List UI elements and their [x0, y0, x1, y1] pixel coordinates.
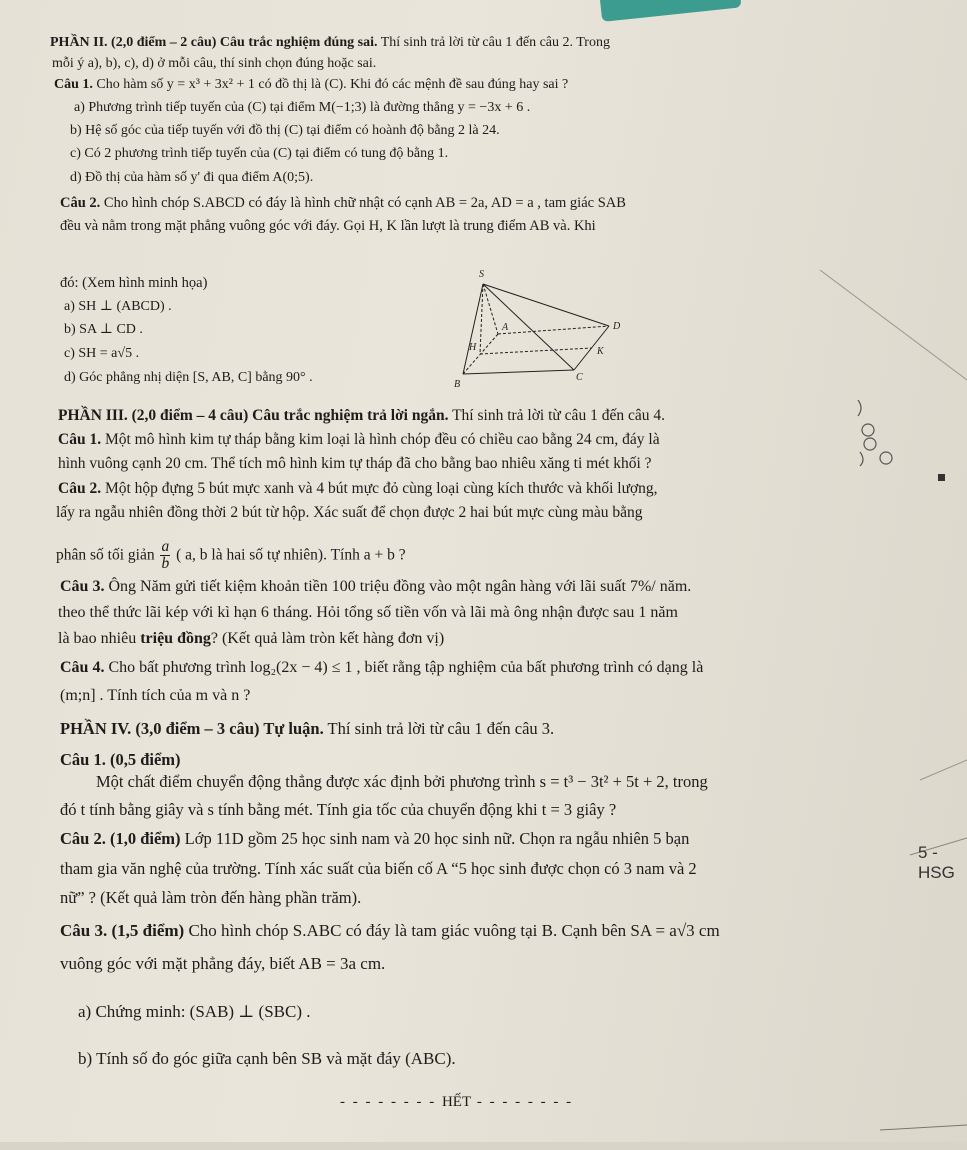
part3-q1-line2: hình vuông cạnh 20 cm. Thể tích mô hình kim tự tháp đã cho bằng bao nhiêu xăng ti mét khối ?	[58, 455, 652, 472]
figure-label-s: S	[479, 269, 484, 280]
part2-q1-d: d) Đồ thị của hàm số y' đi qua điểm A(0;5).	[70, 170, 314, 185]
part2-q2-d: d) Góc phẳng nhị diện [S, AB, C] bằng 90° .	[64, 370, 313, 385]
part2-q1: Câu 1. Cho hàm số y = x³ + 3x² + 1 có đồ thị là (C). Khi đó các mệnh đề sau đúng hay sai ?	[54, 77, 569, 92]
figure-label-a: A	[502, 322, 509, 333]
part2-q2-line2: đều và nằm trong mặt phẳng vuông góc với đáy. Gọi H, K lần lượt là trung điểm AB và. Khi	[60, 218, 596, 234]
figure-label-c: C	[576, 372, 583, 383]
pyramid-figure	[446, 266, 636, 394]
part2-q1-a: a) Phương trình tiếp tuyến của (C) tại điểm M(−1;3) là đường thẳng y = −3x + 6 .	[74, 100, 531, 115]
part3-heading: PHẦN III. (2,0 điểm – 4 câu) Câu trắc nghiệm trả lời ngắn. Thí sinh trả lời từ câu 1 đến câu 4.	[58, 407, 665, 424]
part3-q2-line2: lấy ra ngẫu nhiên đồng thời 2 bút từ hộp. Xác suất để chọn được 2 hai bút mực cùng màu bằng	[56, 504, 643, 521]
part2-q2-b: b) SA ⊥ CD .	[64, 322, 143, 337]
figure-label-h: H	[469, 342, 477, 353]
part4-q3-line2: vuông góc với mặt phẳng đáy, biết AB = 3a cm.	[60, 954, 386, 973]
figure-label-d: D	[613, 321, 621, 332]
part3-q3-line3: là bao nhiêu triệu đồng? (Kết quả làm tròn kết hàng đơn vị)	[58, 630, 445, 647]
fraction-a-over-b: $\frac{a}{b}$	[161, 538, 170, 573]
part4-q3: Câu 3. (1,5 điểm) Cho hình chóp S.ABC có đáy là tam giác vuông tại B. Cạnh bên SA = a√3 cm	[60, 921, 720, 940]
part3-q1: Câu 1. Một mô hình kim tự tháp bằng kim loại là hình chóp đều có chiều cao bằng 24 cm, đáy là	[58, 431, 660, 448]
part3-q4: Câu 4. Cho bất phương trình log₂(2x − 4) ≤ 1 , biết rằng tập nghiệm của bất phương trình có dạng là	[60, 659, 704, 676]
part3-q2: Câu 2. Một hộp đựng 5 bút mực xanh và 4 bút mực đỏ cùng loại cùng kích thước và khối lượng,	[58, 480, 658, 497]
part2-heading: PHẦN II. (2,0 điểm – 2 câu) Câu trắc nghiệm đúng sai. Thí sinh trả lời từ câu 1 đến câu 2. Trong	[50, 35, 610, 50]
part2-q1-b: b) Hệ số góc của tiếp tuyến với đồ thị (C) tại điểm có hoành độ bằng 2 là 24.	[70, 123, 500, 138]
page-edge-lines	[820, 270, 967, 1150]
part4-q1: Một chất điểm chuyển động thẳng được xác định bởi phương trình s = t³ − 3t² + 5t + 2, trong	[96, 772, 708, 791]
part4-q3-b: b) Tính số đo góc giữa cạnh bên SB và mặt đáy (ABC).	[78, 1049, 456, 1068]
part2-q1-c: c) Có 2 phương trình tiếp tuyến của (C) tại điểm có tung độ bằng 1.	[70, 146, 449, 161]
part3-q4-line2: (m;n] . Tính tích của m và n ?	[60, 687, 251, 704]
part2-q2-a: a) SH ⊥ (ABCD) .	[64, 299, 172, 314]
figure-label-b: B	[454, 379, 461, 390]
part3-q3-line2: theo thể thức lãi kép với kì hạn 6 tháng. Hỏi tổng số tiền vốn và lãi mà ông nhận được sau 1 năm	[58, 604, 678, 621]
part4-q2-line3: nữ” ? (Kết quả làm tròn đến hàng phần trăm).	[60, 888, 362, 907]
part2-q2-line3: đó: (Xem hình minh họa)	[60, 275, 208, 291]
part2-q2-c: c) SH = a√5 .	[64, 346, 140, 361]
part3-q3: Câu 3. Ông Năm gửi tiết kiệm khoản tiền 100 triệu đồng vào một ngân hàng với lãi suất 7%/ năm.	[60, 578, 692, 595]
part4-heading: PHẦN IV. (3,0 điểm – 3 câu) Tự luận. Thí sinh trả lời từ câu 1 đến câu 3.	[60, 719, 555, 738]
figure-label-k: K	[597, 346, 604, 357]
part4-q1-label: Câu 1. (0,5 điểm)	[60, 750, 181, 769]
part4-q2-line2: tham gia văn nghệ của trường. Tính xác suất của biến cố A “5 học sinh được chọn có 3 nam và 2	[60, 859, 697, 878]
part4-q1-line2: đó t tính bằng giây và s tính bằng mét. Tính gia tốc của chuyển động khi t = 3 giây ?	[60, 800, 617, 819]
part2-intro: mỗi ý a), b), c), d) ở mỗi câu, thí sinh chọn đúng hoặc sai.	[52, 56, 377, 71]
part4-q2: Câu 2. (1,0 điểm) Lớp 11D gồm 25 học sinh nam và 20 học sinh nữ. Chọn ra ngẫu nhiên 5 bạn	[60, 829, 690, 848]
side-text: 5 - HSG	[918, 843, 955, 882]
part4-q3-a: a) Chứng minh: (SAB) ⊥ (SBC) .	[78, 1002, 311, 1021]
part3-q2-line3: phân số tối giản $\frac{a}{b}$ ( a, b là hai số tự nhiên). Tính a + b ?	[56, 538, 406, 573]
part2-q2: Câu 2. Cho hình chóp S.ABCD có đáy là hình chữ nhật có cạnh AB = 2a, AD = a , tam giác SAB	[60, 195, 626, 211]
end-marker: - - - - - - - - HẾT - - - - - - - -	[340, 1094, 574, 1110]
